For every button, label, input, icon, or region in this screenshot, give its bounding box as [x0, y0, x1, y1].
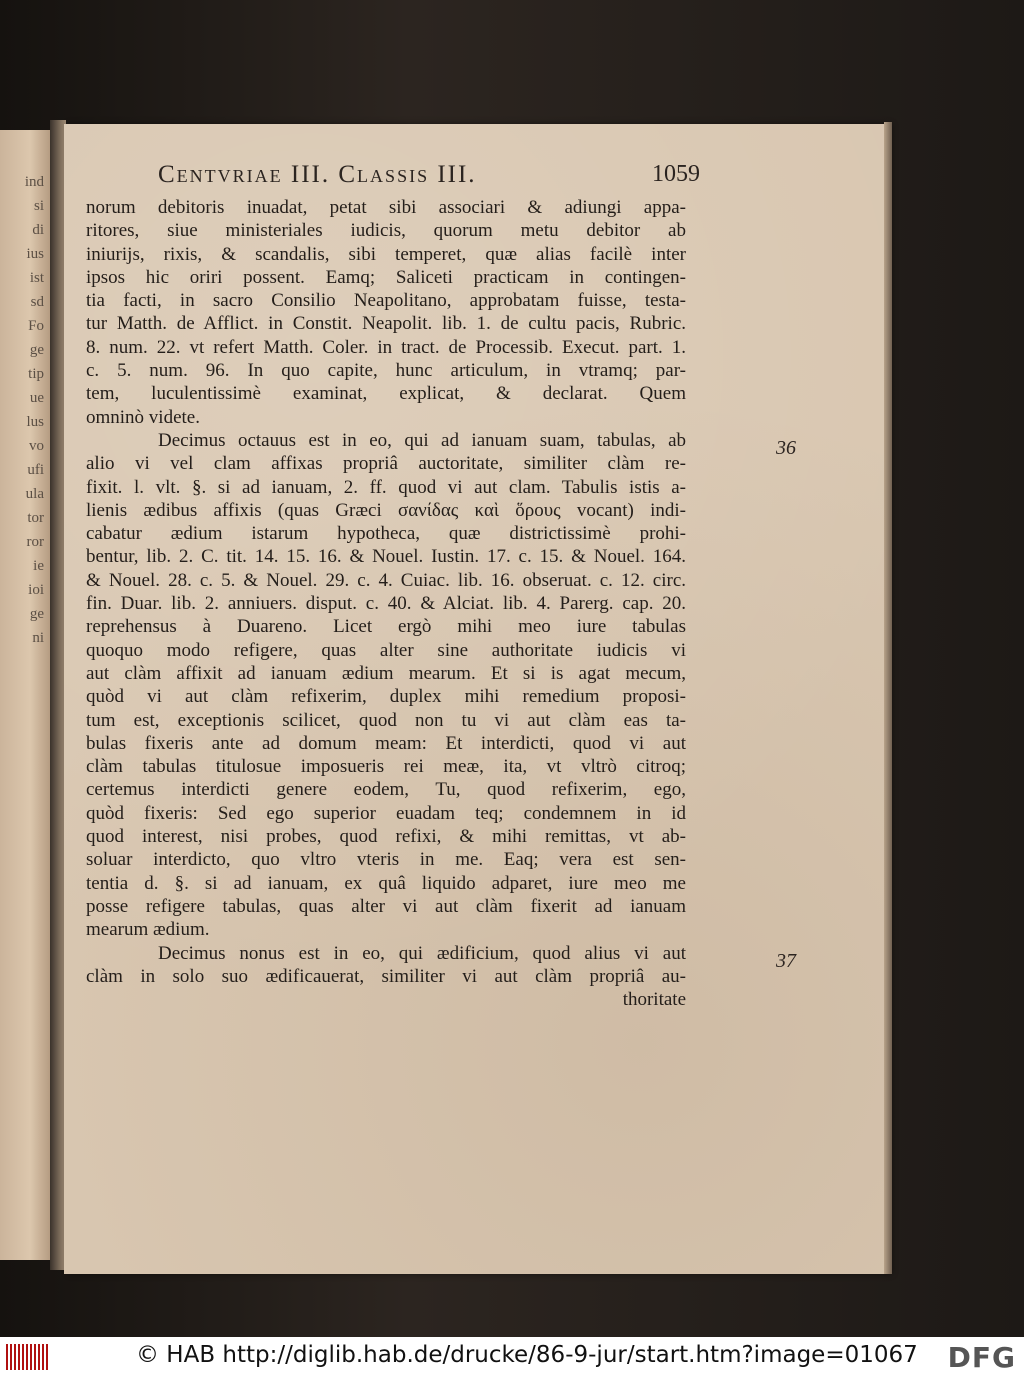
previous-page-fragment: vo — [29, 438, 44, 454]
previous-page-fragment: tor — [27, 510, 44, 526]
previous-page-fragment: sd — [30, 294, 44, 310]
text-line: bulas fixeris ante ad domum meam: Et interdicti, quod vi aut — [86, 732, 686, 754]
page-number: 1059 — [652, 161, 700, 187]
text-line: cabatur ædium istarum hypotheca, quæ districtissimè prohi- — [86, 523, 686, 545]
footer-bar — [0, 1337, 1024, 1377]
text-line: ipsos hic oriri possent. Eamq; Saliceti practicam in contingen- — [86, 266, 686, 288]
text-line: tentia d. §. si ad ianuam, ex quâ liquido adparet, iure meo me — [86, 872, 686, 894]
text-line: soluar interdicto, quo vltro vteris in me. Eaq; vera est sen- — [86, 849, 686, 871]
hab-logo-icon — [6, 1344, 50, 1370]
text-line: mearum ædium. — [86, 919, 210, 941]
text-line: quoquo modo refigere, quas alter sine authoritate iudicis vi — [86, 639, 686, 661]
previous-page-fragment: tip — [28, 366, 44, 382]
previous-page-fragment: ie — [33, 558, 44, 574]
text-line: fixit. l. vlt. §. si ad ianuam, 2. ff. quod vi aut clam. Tabulis istis a- — [86, 476, 686, 498]
running-title: Centvriae III. Classis III. — [158, 161, 477, 188]
text-line: iniurijs, rixis, & scandalis, sibi temperet, quæ alias facilè inter — [86, 243, 686, 265]
previous-page-fragment: ula — [25, 486, 44, 502]
previous-page-fragment: ufi — [27, 462, 44, 478]
previous-page-fragment: ge — [29, 606, 44, 622]
text-line: bentur, lib. 2. C. tit. 14. 15. 16. & Nouel. Iustin. 17. c. 15. & Nouel. 164. — [86, 546, 686, 568]
dfg-logo: DFG — [947, 1341, 1016, 1374]
text-line: & Nouel. 28. c. 5. & Nouel. 29. c. 4. Cuiac. lib. 16. obseruat. c. 12. circ. — [86, 569, 686, 591]
text-line: tia facti, in sacro Consilio Neapolitano, approbatam fuisse, testa- — [86, 290, 686, 312]
text-line: norum debitoris inuadat, petat sibi associari & adiungi appa- — [86, 197, 686, 218]
text-line: ritores, siue ministeriales iudicis, quorum metu debitor ab — [86, 220, 686, 242]
text-line: thoritate — [622, 989, 686, 1011]
text-line: Decimus octauus est in eo, qui ad ianuam suam, tabulas, ab — [158, 429, 686, 451]
text-line: clàm in solo suo ædificauerat, similiter vi aut clàm propriâ au- — [86, 965, 686, 987]
footer-credit[interactable]: © HAB http://diglib.hab.de/drucke/86-9-jur/start.htm?image=01067 — [136, 1342, 918, 1368]
page-edge — [884, 122, 892, 1274]
text-line: Decimus nonus est in eo, qui ædificium, quod alius vi aut — [158, 942, 686, 964]
text-line: fin. Duar. lib. 2. anniuers. disput. c. 40. & Alciat. lib. 4. Parerg. cap. 20. — [86, 593, 686, 615]
text-line: tem, luculentissimè examinat, explicat, & declarat. Quem — [86, 383, 686, 405]
text-line: quod interest, nisi probes, quod refixi, & mihi remittas, vt ab- — [86, 826, 686, 848]
text-line: quòd vi aut clàm refixerim, duplex mihi remedium proposi- — [86, 686, 686, 708]
text-line: clàm tabulas titulosue imposueris rei meæ, ita, vt vltrò citroq; — [86, 756, 686, 778]
margin-number: 37 — [776, 949, 796, 972]
previous-page-fragment: ist — [29, 270, 44, 286]
previous-page-edge — [0, 130, 50, 1260]
text-line: posse refigere tabulas, quas alter vi aut clàm fixerit ad ianuam — [86, 895, 686, 917]
previous-page-fragment: ius — [26, 246, 44, 262]
previous-page-fragment: ioi — [28, 582, 44, 598]
text-line: tur Matth. de Afflict. in Constit. Neapolit. lib. 1. de cultu pacis, Rubric. — [86, 313, 686, 335]
margin-number: 36 — [776, 437, 796, 459]
body-text — [86, 196, 796, 1011]
text-line: c. 5. num. 96. In quo capite, hunc articulum, in vtramq; par- — [86, 360, 686, 382]
previous-page-fragment: lus — [26, 414, 44, 430]
previous-page-fragment: ni — [32, 630, 44, 646]
page-header — [150, 161, 700, 193]
text-line: reprehensus à Duareno. Licet ergò mihi meo iure tabulas — [86, 616, 686, 638]
previous-page-fragment: si — [33, 198, 44, 214]
previous-page-fragment: ge — [29, 342, 44, 358]
text-line: 8. num. 22. vt refert Matth. Coler. in tract. de Processib. Execut. part. 1. — [86, 336, 686, 358]
text-line: quòd fixeris: Sed ego superior euadam teq; condemnem in id — [86, 802, 686, 824]
previous-page-fragment: ind — [24, 174, 44, 190]
previous-page-fragment: ue — [29, 390, 44, 406]
previous-page-fragment: ror — [26, 534, 44, 550]
text-line: omninò videte. — [86, 406, 200, 428]
text-line: alio vi vel clam affixas propriâ auctoritate, similiter clàm re- — [86, 453, 686, 475]
previous-page-fragment: di — [32, 222, 44, 238]
text-line: certemus interdicti genere eodem, Tu, quod refixerim, ego, — [86, 779, 686, 801]
text-line: tum est, exceptionis scilicet, quod non tu vi aut clàm eas ta- — [86, 709, 686, 731]
previous-page-fragment: Fo — [28, 318, 44, 334]
text-line: aut clàm affixit ad ianuam ædium mearum. Et si is agat mecum, — [86, 662, 686, 684]
text-line: lienis ædibus affixis (quas Græci σανίδας καὶ ὅρους vocant) indi- — [86, 499, 686, 521]
